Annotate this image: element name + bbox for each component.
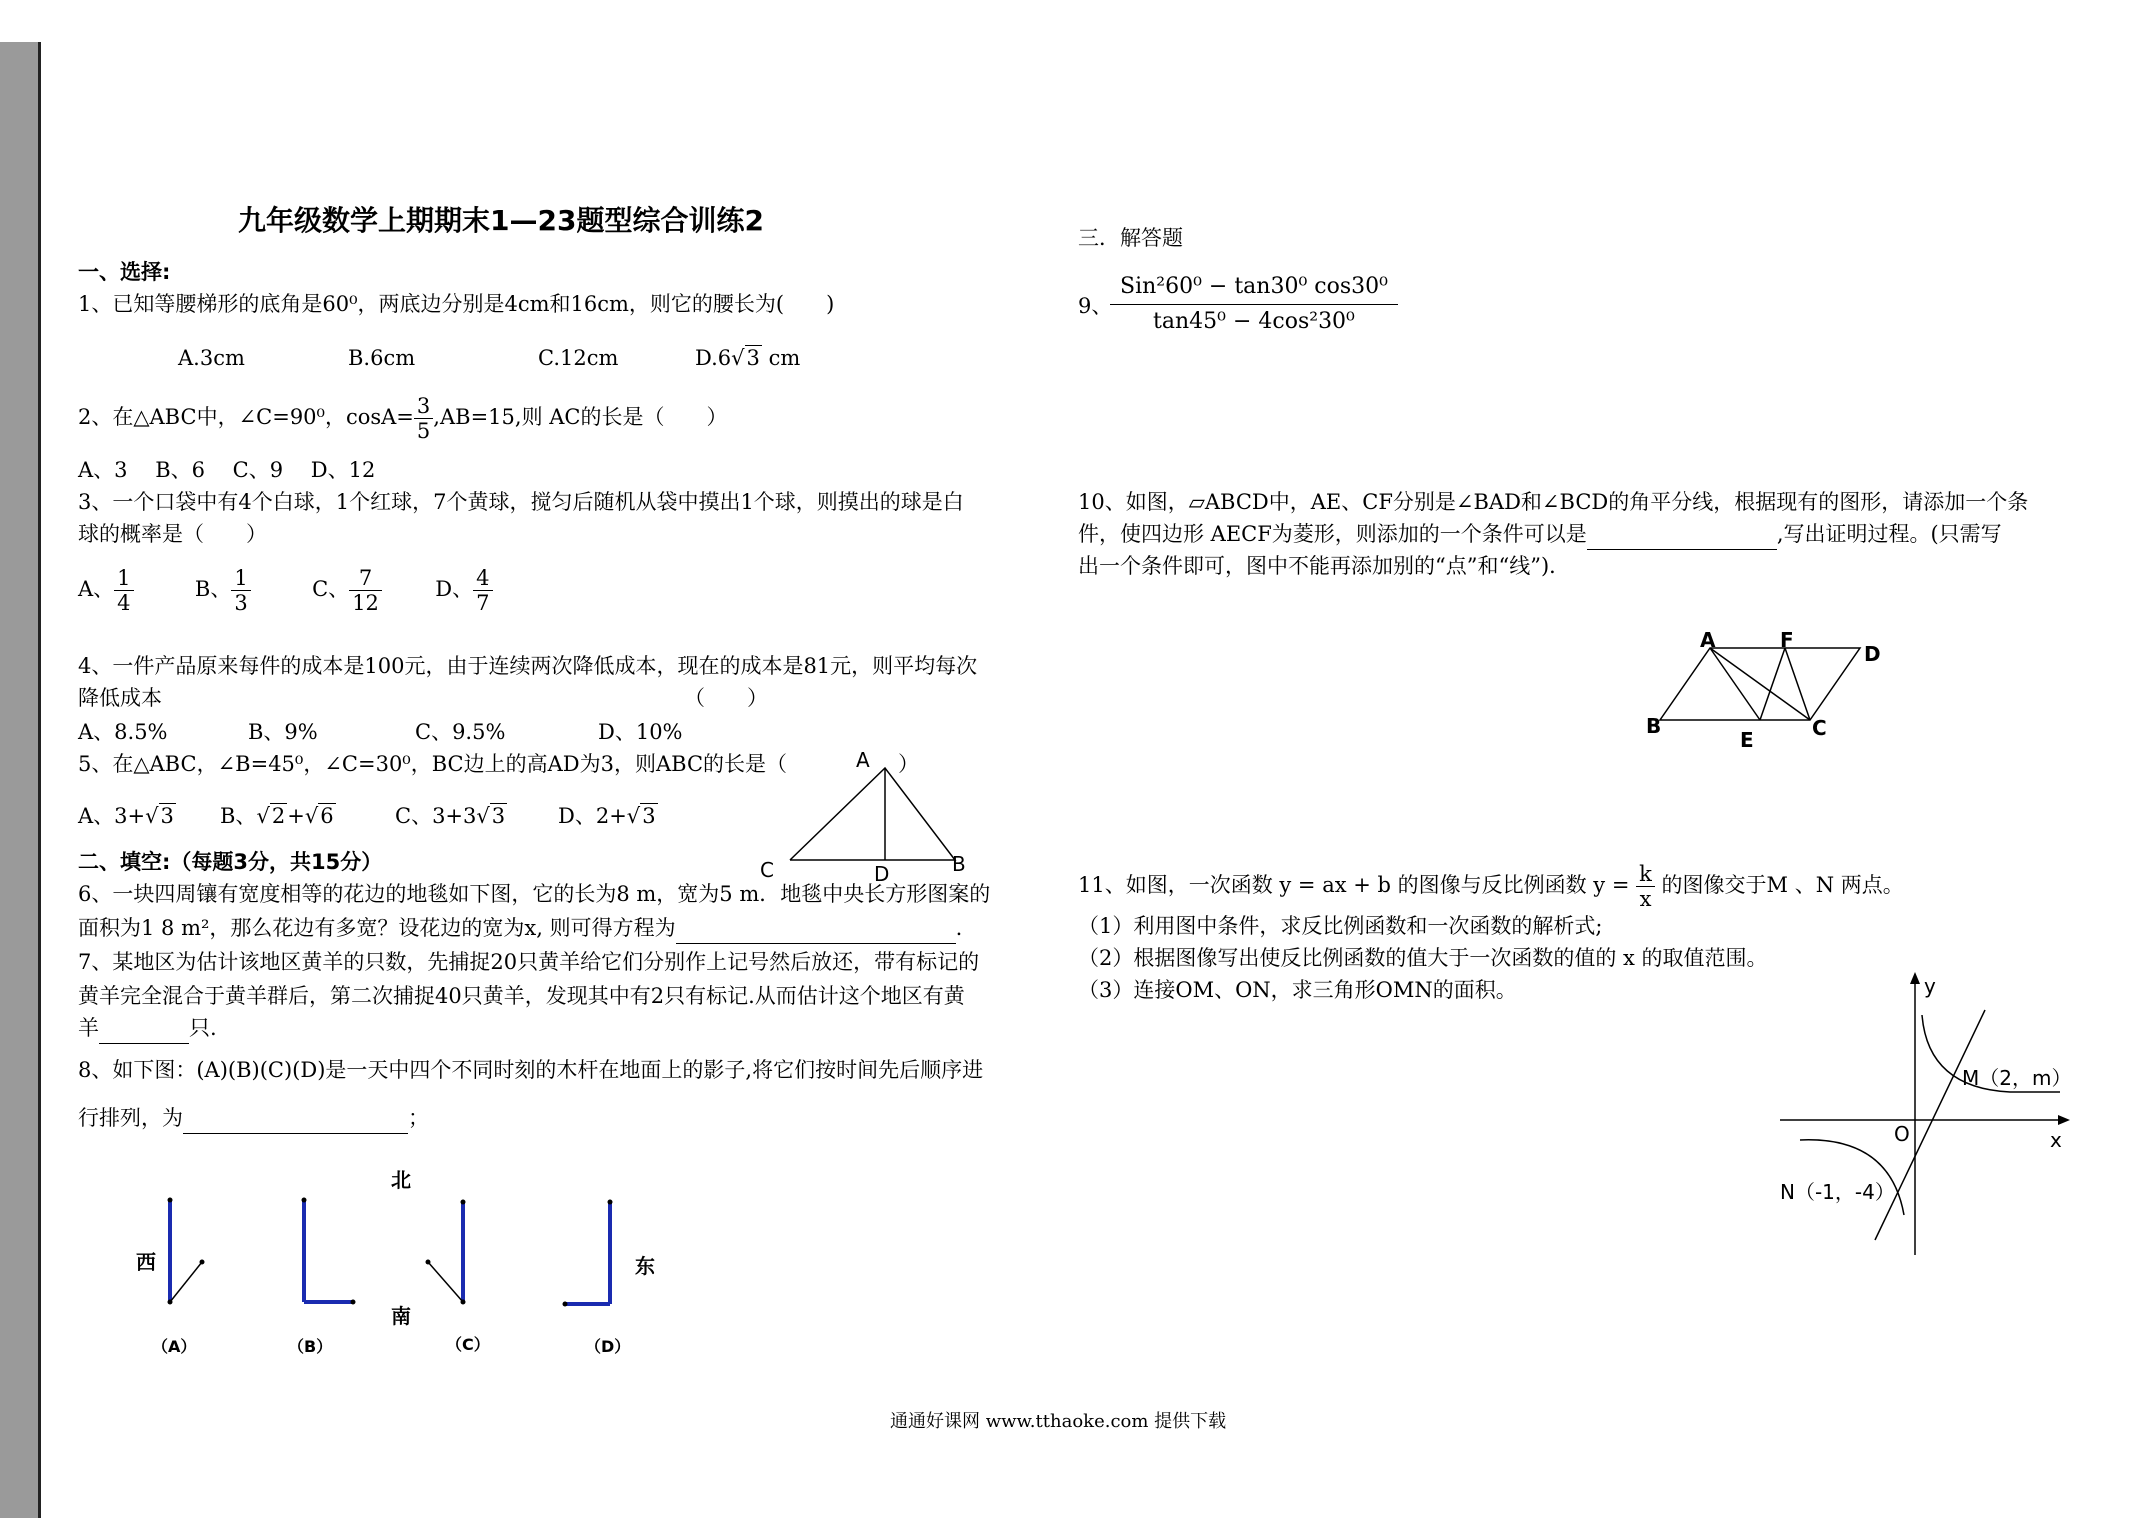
q2-fraction: $\frac{3}{5}$: [414, 394, 433, 443]
q10-parallelogram-figure: [1660, 640, 1870, 730]
q4-option-d: D、10%: [598, 720, 683, 744]
page-footer: 通通好课网 www.tthaoke.com 提供下载: [890, 1411, 1227, 1432]
linear-function-line: [1875, 1010, 1985, 1240]
q7-line3: 羊 只.: [78, 1012, 217, 1044]
graph-label-origin: O: [1894, 1122, 1910, 1146]
triangle-abc: [790, 768, 955, 860]
q4-option-c: C、9.5%: [415, 720, 506, 744]
y-axis-arrow: [1910, 972, 1920, 984]
q5-label-a: A: [856, 748, 870, 772]
section-choice-heading: 一、选择:: [78, 260, 171, 284]
q10-line2: 件，使四边形 AECF为菱形，则添加的一个条件可以是 ,写出证明过程。(只需写: [1078, 518, 2002, 550]
q2-options: A、3 B、6 C、9 D、12: [78, 458, 376, 482]
q7-line2: 黄羊完全混合于黄羊群后，第二次捕捉40只黄羊，发现其中有2只有标记.从而估计这个地区有黄: [78, 984, 965, 1008]
page-title: 九年级数学上期期末1—23题型综合训练2: [238, 204, 764, 237]
q10-label-b: B: [1646, 714, 1662, 738]
q1-option-a: A.3cm: [178, 346, 245, 370]
q10-line1: 10、如图，▱ABCD中，AE、CF分别是∠BAD和∠BCD的角平分线，根据现有的图形，请添加一个条: [1078, 490, 2029, 514]
q4-paren: （ ）: [684, 686, 768, 710]
graph-label-x: x: [2050, 1128, 2062, 1152]
q8-line2: 行排列，为 ；: [78, 1102, 429, 1134]
q11-function-graph: [1780, 970, 2080, 1260]
compass-east: 东: [635, 1254, 655, 1278]
segment-ae: [1710, 648, 1760, 720]
q8-shadow-figures: [150, 1190, 670, 1310]
q4-line2: 降低成本: [78, 686, 162, 710]
q1-text: 1、已知等腰梯形的底角是60⁰，两底边分别是4cm和16cm，则它的腰长为( ): [78, 292, 835, 316]
q5-option-a: A、3+√3: [78, 804, 174, 828]
q3-line1: 3、一个口袋中有4个白球，1个红球，7个黄球，搅匀后随机从袋中摸出1个球，则摸出的球是白: [78, 490, 964, 514]
q3-line2: 球的概率是（ ）: [78, 522, 267, 546]
q11-sub2: （2）根据图像写出使反比例函数的值大于一次函数的值的 x 的取值范围。: [1078, 946, 1768, 970]
shadow-c: [428, 1262, 463, 1302]
figure-label-c: （C）: [446, 1335, 490, 1354]
q10-label-d: D: [1864, 642, 1881, 666]
q8-line1: 8、如下图：(A)(B)(C)(D)是一天中四个不同时刻的木杆在地面上的影子,将它们按时间先后顺序进: [78, 1058, 984, 1082]
compass-west: 西: [136, 1250, 156, 1274]
q10-line3: 出一个条件即可，图中不能再添加别的“点”和“线”)．: [1078, 554, 1571, 578]
q9-expression: Sin²60⁰ − tan30⁰ cos30⁰ tan45⁰ − 4cos²30⁰: [1110, 270, 1398, 339]
q4-line1: 4、一件产品原来每件的成本是100元，由于连续两次降低成本，现在的成本是81元，则平均每次: [78, 654, 978, 678]
section-fill-heading: 二、填空:（每题3分，共15分）: [78, 850, 383, 874]
q11-sub1: （1）利用图中条件，求反比例函数和一次函数的解析式;: [1078, 914, 1603, 938]
q5-option-c: C、3+3√3: [395, 804, 506, 828]
q9-label: 9、: [1078, 294, 1113, 318]
q5-label-b: B: [952, 852, 966, 876]
figure-label-d: （D）: [585, 1337, 631, 1356]
q11-text: 11、如图，一次函数 y = ax + b 的图像与反比例函数 y = $\frac{k}{x}$ 的图像交于M 、N 两点。: [1078, 862, 1904, 911]
q2-text: 2、在△ABC中，∠C=90⁰，cosA= $\frac{3}{5}$ ,AB=15,则 AC的长是（ ）: [78, 394, 728, 443]
figure-label-b: （B）: [288, 1337, 333, 1356]
graph-label-m: M（2，m）: [1962, 1066, 2072, 1090]
section-answer-heading: 三．解答题: [1078, 226, 1183, 250]
segment-ac: [1710, 648, 1810, 720]
compass-north: 北: [391, 1168, 411, 1192]
q6-line1: 6、一块四周镶有宽度相等的花边的地毯如下图，它的长为8 m，宽为5 m．地毯中央长方形图案的: [78, 882, 991, 906]
compass-south: 南: [391, 1304, 411, 1328]
q11-sub3: （3）连接OM、ON，求三角形OMN的面积。: [1078, 978, 1517, 1002]
q5-option-b: B、√2+√6: [220, 804, 334, 828]
shadow-a: [170, 1262, 202, 1302]
q5-close: ）: [898, 752, 919, 776]
q5-option-d: D、2+√3: [558, 804, 656, 828]
segment-fc: [1785, 648, 1810, 720]
figure-label-a: （A）: [152, 1337, 197, 1356]
q3-options: A、 $\frac{1}{4}$ B、 $\frac{1}{3}$ C、 $\frac{7}{12}$ D、 $\frac{4}{7}$: [78, 566, 493, 615]
q4-option-b: B、9%: [248, 720, 318, 744]
q5-label-c: C: [760, 858, 774, 882]
graph-label-y: y: [1924, 974, 1936, 998]
segment-ef: [1760, 648, 1785, 720]
q1-option-d: D.6√3 cm: [695, 346, 801, 370]
q6-line2: 面积为1 8 m²，那么花边有多宽？设花边的宽为x, 则可得方程为 .: [78, 912, 962, 944]
x-axis-arrow: [2058, 1115, 2070, 1125]
q10-label-c: C: [1812, 716, 1827, 740]
q5-label-d: D: [874, 862, 890, 886]
q5-text: 5、在△ABC，∠B=45⁰，∠C=30⁰，BC边上的高AD为3，则ABC的长是（: [78, 752, 788, 776]
q1-option-c: C.12cm: [538, 346, 619, 370]
q4-option-a: A、8.5%: [78, 720, 168, 744]
q10-label-a: A: [1700, 628, 1716, 652]
q10-label-e: E: [1740, 728, 1754, 752]
q10-label-f: F: [1780, 628, 1794, 652]
graph-label-n: N（-1，-4）: [1780, 1180, 1895, 1204]
q7-line1: 7、某地区为估计该地区黄羊的只数，先捕捉20只黄羊给它们分别作上记号然后放还，带有标记的: [78, 950, 980, 974]
q1-option-b: B.6cm: [348, 346, 416, 370]
